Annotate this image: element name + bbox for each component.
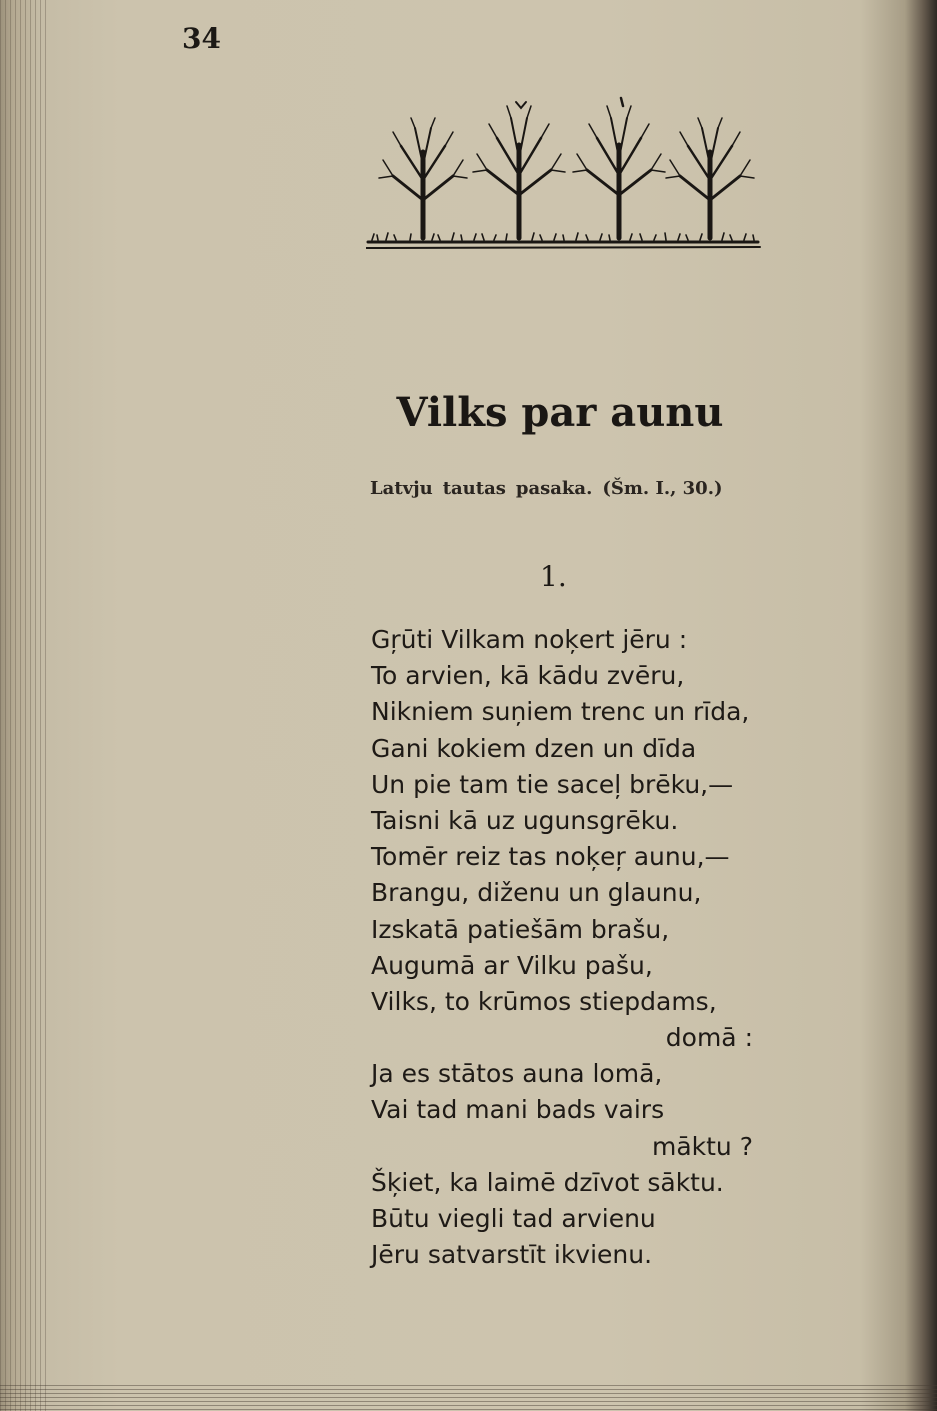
poem-line: Šķiet, ka laimē dzīvot sāktu.: [371, 1167, 724, 1197]
subtitle-word: Latvju: [370, 478, 433, 499]
page-stack-bottom-edge: [0, 1385, 937, 1411]
poem-line: Būtu viegli tad arvienu: [371, 1204, 656, 1233]
poem-line: Izskatā patiešām brašu,: [371, 914, 670, 944]
poem-line: Brangu, diženu un glaunu,: [371, 878, 702, 908]
poem-line: domā :: [665, 1023, 753, 1053]
poem-line: Gŗūti Vilkam noķert jēru :: [371, 625, 688, 654]
subtitle-word: tautas: [442, 478, 506, 499]
poem-line: Augumā ar Vilku pašu,: [371, 950, 653, 980]
page-stack-left-edge: [0, 0, 46, 1411]
subtitle-source: (Šm. I., 30.): [602, 478, 723, 499]
poem-line: To arvien, kā kādu zvēru,: [371, 661, 685, 691]
poem-line: Taisni kā uz ugunsgrēku.: [371, 805, 679, 835]
poem-line: māktu ?: [651, 1131, 753, 1161]
poem-line: Vilks, to krūmos stiepdams,: [371, 986, 717, 1016]
four-trees-ornament-icon: [366, 90, 762, 265]
subtitle-word: pasaka.: [515, 478, 593, 499]
poem-line: Un pie tam tie saceļ brēku,—: [371, 769, 734, 799]
poem-line: Gani kokiem dzen un dīda: [371, 733, 697, 763]
poem-text: [371, 622, 753, 1273]
poem-line: Ja es stātos auna lomā,: [371, 1059, 663, 1089]
story-title: Vilks par aunu: [396, 389, 724, 436]
poem-line: Tomēr reiz tas noķeŗ aunu,—: [371, 842, 730, 872]
section-number: 1.: [540, 560, 567, 593]
poem-line: Vai tad mani bads vairs: [371, 1095, 665, 1125]
story-subtitle: [370, 478, 733, 499]
poem-line: Jēru satvarstīt ikvienu.: [371, 1240, 653, 1270]
poem-line: Nikniem suņiem trenc un rīda,: [371, 697, 750, 727]
page-number: 34: [182, 22, 221, 55]
